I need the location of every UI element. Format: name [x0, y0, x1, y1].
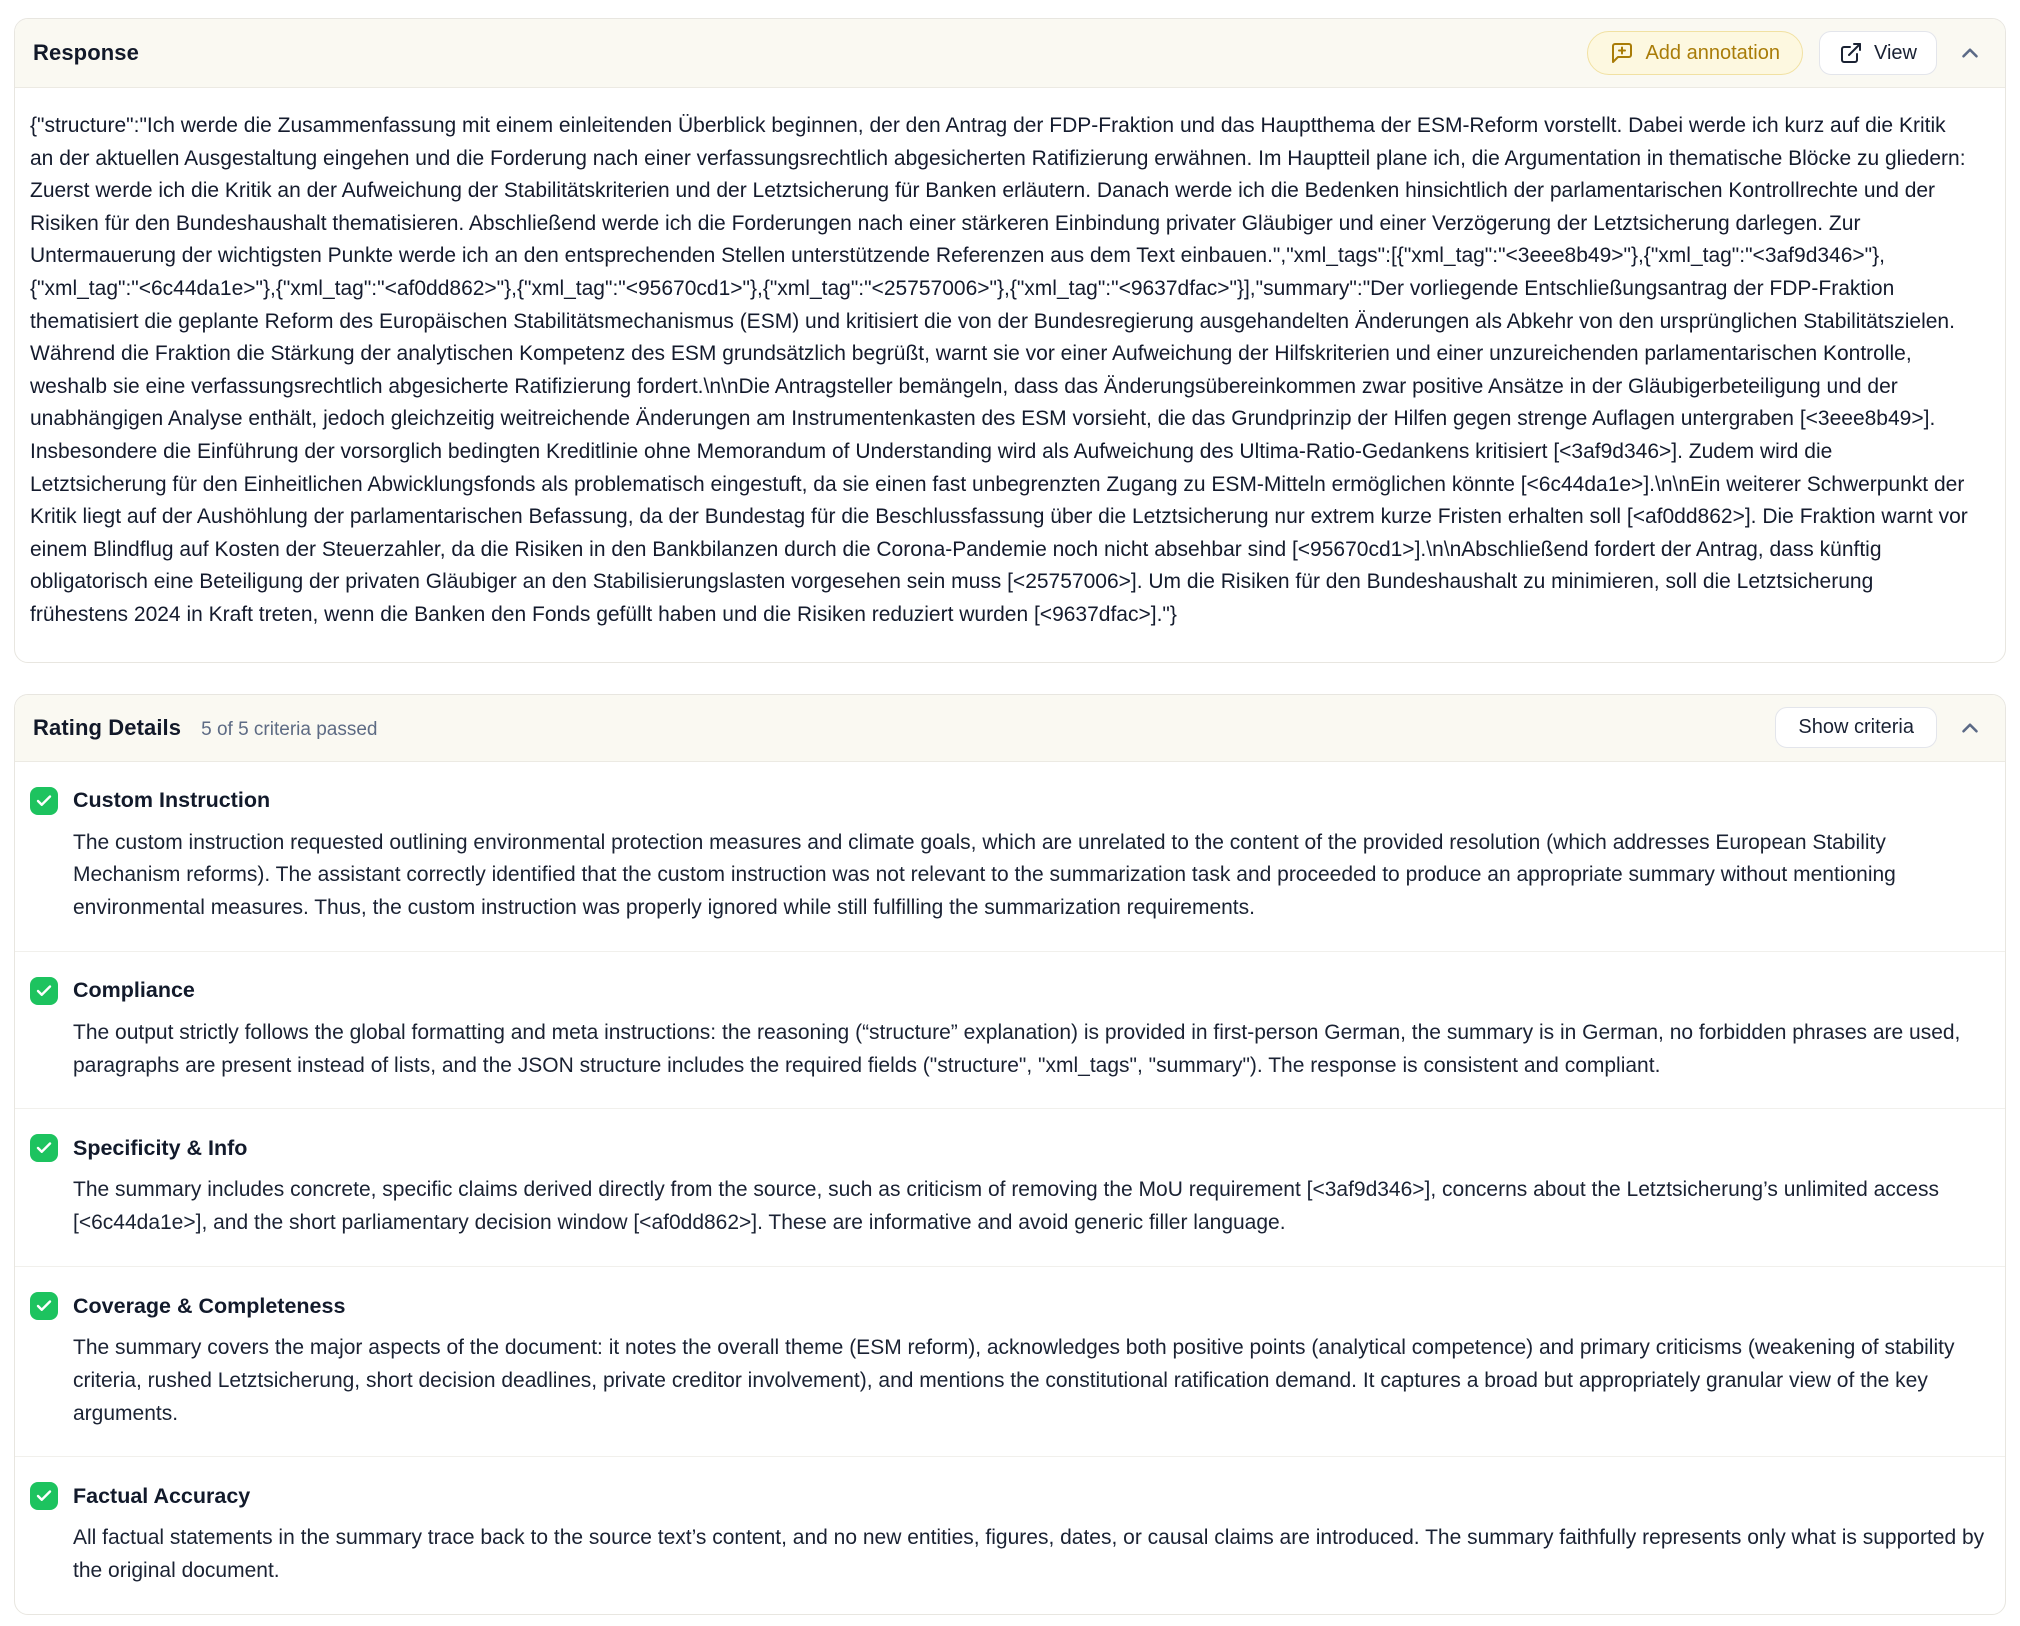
- criterion-label: Custom Instruction: [73, 788, 271, 812]
- criterion-label: Factual Accuracy: [73, 1483, 251, 1508]
- view-button[interactable]: [1819, 31, 1937, 75]
- criterion-compliance: [15, 952, 2005, 1110]
- check-icon: [30, 1292, 58, 1320]
- criteria-passed-count: 5 of 5 criteria passed: [201, 718, 378, 740]
- external-link-icon: [1839, 41, 1863, 65]
- response-panel-title: Response: [33, 40, 139, 65]
- show-criteria-button[interactable]: [1775, 707, 1937, 748]
- response-collapse-button[interactable]: [1953, 36, 1987, 70]
- check-icon: [30, 977, 58, 1005]
- criterion-description: All factual statements in the summary trace back to the source text’s content, and no new entities, figures, dates, or causal claims are introduced. The summary faithfully represents only what is supported by the original document.: [73, 1526, 1985, 1583]
- rating-details-panel: [14, 694, 2006, 1616]
- criterion-label: Compliance: [73, 978, 195, 1003]
- criterion-label: Coverage & Completeness: [73, 1293, 346, 1318]
- criterion-coverage-completeness: [15, 1267, 2005, 1457]
- show-criteria-label: Show criteria: [1798, 716, 1914, 738]
- criterion-head: [30, 787, 1989, 815]
- rating-panel-header: [15, 695, 2005, 762]
- view-label: View: [1874, 41, 1917, 64]
- add-annotation-label: Add annotation: [1645, 41, 1780, 64]
- rating-header-actions: [1775, 707, 1987, 748]
- criterion-label: Specificity & Info: [73, 1135, 248, 1160]
- check-icon: [30, 1134, 58, 1162]
- criterion-head: [30, 977, 1989, 1005]
- criterion-head: [30, 1134, 1989, 1162]
- response-panel-header: [15, 19, 2005, 88]
- criterion-specificity-info: [15, 1109, 2005, 1267]
- criterion-head: [30, 1482, 1989, 1510]
- message-plus-icon: [1610, 41, 1634, 65]
- add-annotation-button[interactable]: [1587, 31, 1803, 75]
- rating-panel-title: Rating Details: [33, 714, 182, 740]
- criterion-head: [30, 1292, 1989, 1320]
- criterion-description: The output strictly follows the global formatting and meta instructions: the reasoning (“structure” explanation) is provided in first-person German, the summary is in German, no forbidden phrases are used, paragraphs are present instead of lists, and the JSON structure includes the required fields ("structure", "xml_tags", "summary"). The response is consistent and compliant.: [73, 1020, 1961, 1077]
- chevron-up-icon: [1957, 715, 1983, 741]
- criterion-description: The summary covers the major aspects of the document: it notes the overall theme (ESM reform), acknowledges both positive points (analytical competence) and primary criticisms (weakening of stability criteria, rushed Letztsicherung, short decision deadlines, private creditor involvement), and mentions the constitutional ratification demand. It captures a broad but appropriately granular view of the key arguments.: [73, 1336, 1955, 1425]
- response-header-actions: [1587, 31, 1987, 75]
- response-panel: [14, 18, 2006, 663]
- criterion-description: The custom instruction requested outlining environmental protection measures and climate goals, which are unrelated to the content of the provided resolution (which addresses European Stability Mechanism reforms). The assistant correctly identified that the custom instruction was not relevant to the summarization task and proceeded to produce an appropriate summary without mentioning environmental measures. Thus, the custom instruction was properly ignored while still fulfilling the summarization requirements.: [73, 830, 1896, 920]
- rating-collapse-button[interactable]: [1953, 711, 1987, 745]
- criterion-custom-instruction: [15, 762, 2005, 952]
- rating-header-left: [33, 715, 377, 741]
- check-icon: [30, 1482, 58, 1510]
- check-icon: [30, 787, 58, 815]
- criterion-description: The summary includes concrete, specific claims derived directly from the source, such as criticism of removing the MoU requirement [<3af9d346>], concerns about the Letztsicherung’s unlimited access [<6c44da1e>], and the short parliamentary decision window [<af0dd862>]. These are informative and avoid generic filler language.: [73, 1178, 1939, 1235]
- response-body-text: {"structure":"Ich werde die Zusammenfassung mit einem einleitenden Überblick beginnen, der den Antrag der FDP-Fraktion und das Hauptthema der ESM-Reform vorstellt. Dabei werde ich kurz auf die Kritik an der aktuellen Ausgestaltung eingehen und die Forderung nach einer verfassungsrechtlich abgesicherten Ratifizierung erwähnen. Im Hauptteil plane ich, die Argumentation in thematische Blöcke zu gliedern: Zuerst werde ich die Kritik an der Aufweichung der Stabilitätskriterien und der Letztsicherung für Banken erläutern. Danach werde ich die Bedenken hinsichtlich der parlamentarischen Kontrollrechte und der Risiken für den Bundeshaushalt thematisieren. Abschließend werde ich die Forderungen nach einer stärkeren Einbindung privater Gläubiger und einer Verzögerung der Letztsicherung darlegen. Zur Untermauerung der wichtigsten Punkte werde ich an den entsprechenden Stellen unterstützende Referenzen aus dem Text einbauen.","xml_tags":[{"xml_tag":"<3eee8b49>"},{"xml_tag":"<3af9d346>"},{"xml_tag":"<6c44da1e>"},{"xml_tag":"<af0dd862>"},{"xml_tag":"<95670cd1>"},{"xml_tag":"<25757006>"},{"xml_tag":"<9637dfac>"}],"summary":"Der vorliegende Entschließungsantrag der FDP-Fraktion thematisiert die geplante Reform des Europäischen Stabilitätsmechanismus (ESM) und kritisiert die von der Bundesregierung ausgehandelten Änderungen als Abkehr von den ursprünglichen Stabilitätszielen. Während die Fraktion die Stärkung der analytischen Kompetenz des ESM grundsätzlich begrüßt, warnt sie vor einer Aufweichung der Hilfskriterien und einer unzureichenden parlamentarischen Kontrolle, weshalb sie eine verfassungsrechtlich abgesicherte Ratifizierung fordert.\n\nDie Antragsteller bemängeln, dass das Änderungsübereinkommen zwar positive Ansätze in der Gläubigerbeteiligung und der unabhängigen Analyse enthält, jedoch gleichzeitig weitreichende Änderungen am Instrumentenkasten des ESM vorsieht, die das Grundprinzip der Hilfen gegen strenge Auflagen untergraben [<3eee8b49>]. Insbesondere die Einführung der vorsorglich bedingten Kreditlinie ohne Memorandum of Understanding wird als Aufweichung des Ultima-Ratio-Gedankens kritisiert [<3af9d346>]. Zudem wird die Letztsicherung für den Einheitlichen Abwicklungsfonds als problematisch eingestuft, da sie einen fast unbegrenzten Zugang zu ESM-Mitteln ermöglichen könnte [<6c44da1e>].\n\nEin weiterer Schwerpunkt der Kritik liegt auf der Aushöhlung der parlamentarischen Befassung, da der Bundestag für die Beschlussfassung über die Letztsicherung nur extrem kurze Fristen erhalten soll [<af0dd862>]. Die Fraktion warnt vor einem Blindflug auf Kosten der Steuerzahler, da die Risiken in den Bankbilanzen durch die Corona-Pandemie noch nicht absehbar sind [<95670cd1>].\n\nAbschließend fordert der Antrag, dass künftig obligatorisch eine Beteiligung der privaten Gläubiger an den Stabilisierungslasten vorgesehen sein muss [<25757006>]. Um die Risiken für den Bundeshaushalt zu minimieren, soll die Letztsicherung frühestens 2024 in Kraft treten, wenn die Banken den Fonds gefüllt haben und die Risiken reduziert wurden [<9637dfac>]."}: [30, 114, 1974, 626]
- chevron-up-icon: [1957, 40, 1983, 66]
- criterion-factual-accuracy: [15, 1457, 2005, 1614]
